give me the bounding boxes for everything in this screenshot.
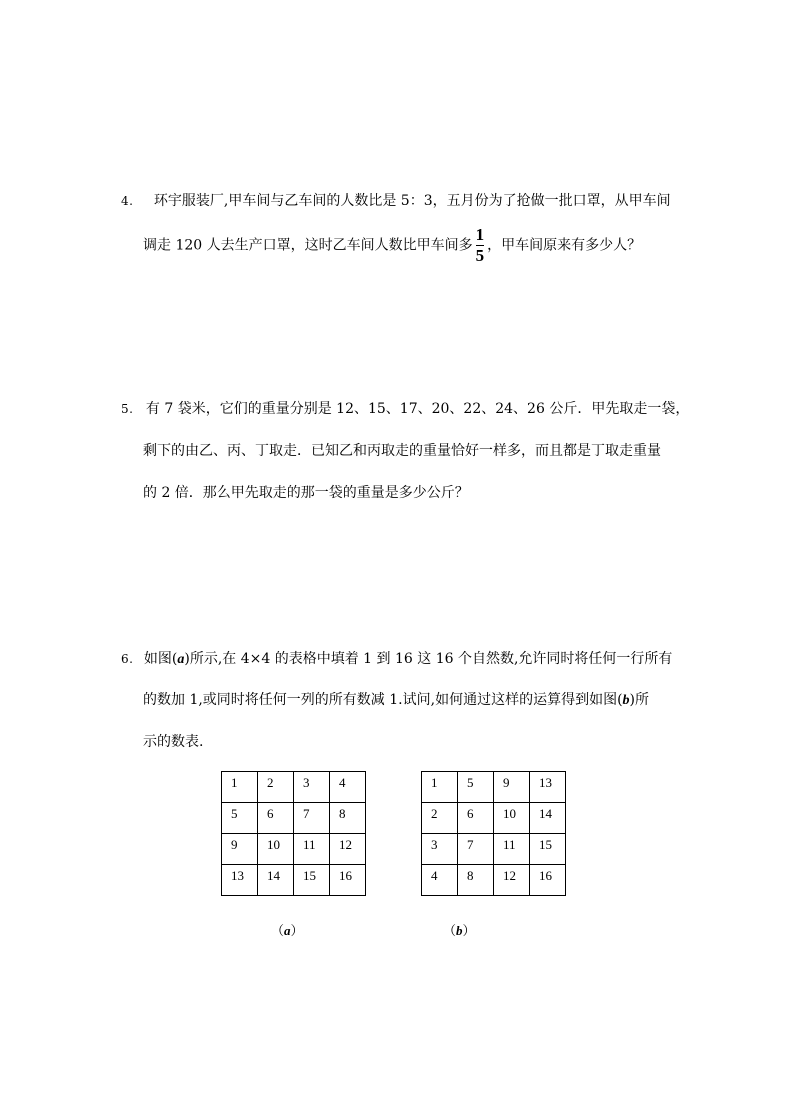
- table-cell: 6: [458, 803, 494, 834]
- table-cell: 1: [222, 772, 258, 803]
- table-cell: 11: [494, 834, 530, 865]
- table-row: [222, 803, 366, 834]
- table-row: [422, 834, 566, 865]
- table-cell: 4: [422, 865, 458, 896]
- table-row: [422, 772, 566, 803]
- fraction-denominator: 5: [475, 246, 485, 265]
- question-4-line-1: [121, 191, 671, 211]
- question-5-line-2: [143, 441, 661, 461]
- fraction-numerator: 1: [475, 225, 485, 244]
- question-5-text-3: 的 2 倍．那么甲先取走的那一袋的重量是多少公斤？: [143, 485, 469, 501]
- caption-a: [271, 920, 304, 939]
- table-cell: 11: [294, 834, 330, 865]
- table-cell: 9: [222, 834, 258, 865]
- question-4-text-1: 环宇服装厂,甲车间与乙车间的人数比是 5：3，五月份为了抢做一批口罩，从甲车间: [153, 193, 671, 209]
- table-cell: 9: [494, 772, 530, 803]
- table-cell: 5: [458, 772, 494, 803]
- number-table-a: [221, 771, 366, 896]
- table-row: [222, 865, 366, 896]
- table-row: [422, 803, 566, 834]
- table-cell: 8: [458, 865, 494, 896]
- table-cell: 4: [330, 772, 366, 803]
- fraction-one-fifth: [476, 226, 485, 265]
- question-5-number: 5.: [121, 402, 134, 416]
- table-cell: 5: [222, 803, 258, 834]
- table-cell: 13: [222, 865, 258, 896]
- caption-a-close: ）: [290, 923, 304, 938]
- table-cell: 6: [258, 803, 294, 834]
- question-4-text-2a: 调走 120 人去生产口罩，这时乙车间人数比甲车间多: [143, 237, 473, 254]
- table-cell: 8: [330, 803, 366, 834]
- table-row: [422, 865, 566, 896]
- caption-a-label: a: [284, 923, 291, 938]
- question-6-text-1a: 如图(: [143, 651, 178, 667]
- caption-b-label: b: [456, 923, 463, 938]
- table-cell: 2: [258, 772, 294, 803]
- caption-b-close: ）: [462, 923, 476, 938]
- question-5-text-1: 有 7 袋米，它们的重量分别是 12、15、17、20、22、24、26 公斤．甲先取走一袋，: [145, 401, 690, 417]
- caption-b-open: （: [443, 923, 457, 938]
- table-cell: 12: [494, 865, 530, 896]
- question-6-number: 6.: [121, 652, 134, 666]
- number-table-b: [421, 771, 566, 896]
- table-cell: 7: [458, 834, 494, 865]
- question-6-line-1: [121, 649, 672, 670]
- caption-b: [443, 920, 476, 939]
- table-row: [222, 772, 366, 803]
- question-5-text-2: 剩下的由乙、丙、丁取走．已知乙和丙取走的重量恰好一样多，而且都是丁取走重量: [143, 443, 661, 459]
- figure-label-b: b: [622, 693, 630, 708]
- question-6-text-2b: )所: [629, 692, 649, 708]
- table-cell: 2: [422, 803, 458, 834]
- question-5-line-1: [121, 399, 689, 419]
- table-row: [222, 834, 366, 865]
- question-6-line-2: [143, 690, 649, 711]
- question-4-line-2: [143, 226, 641, 265]
- question-6-text-3: 示的数表.: [143, 734, 204, 750]
- table-cell: 14: [530, 803, 566, 834]
- table-cell: 1: [422, 772, 458, 803]
- question-6-line-3: [143, 732, 203, 752]
- question-4-text-2b: ，甲车间原来有多少人？: [487, 237, 642, 254]
- table-cell: 16: [530, 865, 566, 896]
- table-cell: 10: [258, 834, 294, 865]
- table-cell: 12: [330, 834, 366, 865]
- question-4-number: 4.: [121, 194, 134, 208]
- question-5-line-3: [143, 483, 469, 503]
- table-cell: 16: [330, 865, 366, 896]
- figure-label-a: a: [177, 652, 185, 667]
- table-cell: 15: [294, 865, 330, 896]
- table-cell: 13: [530, 772, 566, 803]
- table-cell: 10: [494, 803, 530, 834]
- table-cell: 3: [294, 772, 330, 803]
- question-6-text-2a: 的数加 1,或同时将任何一列的所有数减 1.试问,如何通过这样的运算得到如图(: [143, 692, 623, 708]
- table-cell: 7: [294, 803, 330, 834]
- table-cell: 14: [258, 865, 294, 896]
- table-cell: 3: [422, 834, 458, 865]
- table-cell: 15: [530, 834, 566, 865]
- caption-a-open: （: [271, 923, 285, 938]
- question-6-text-1b: )所示,在 4×4 的表格中填着 1 到 16 这 16 个自然数,允许同时将任何一行所有: [184, 651, 673, 667]
